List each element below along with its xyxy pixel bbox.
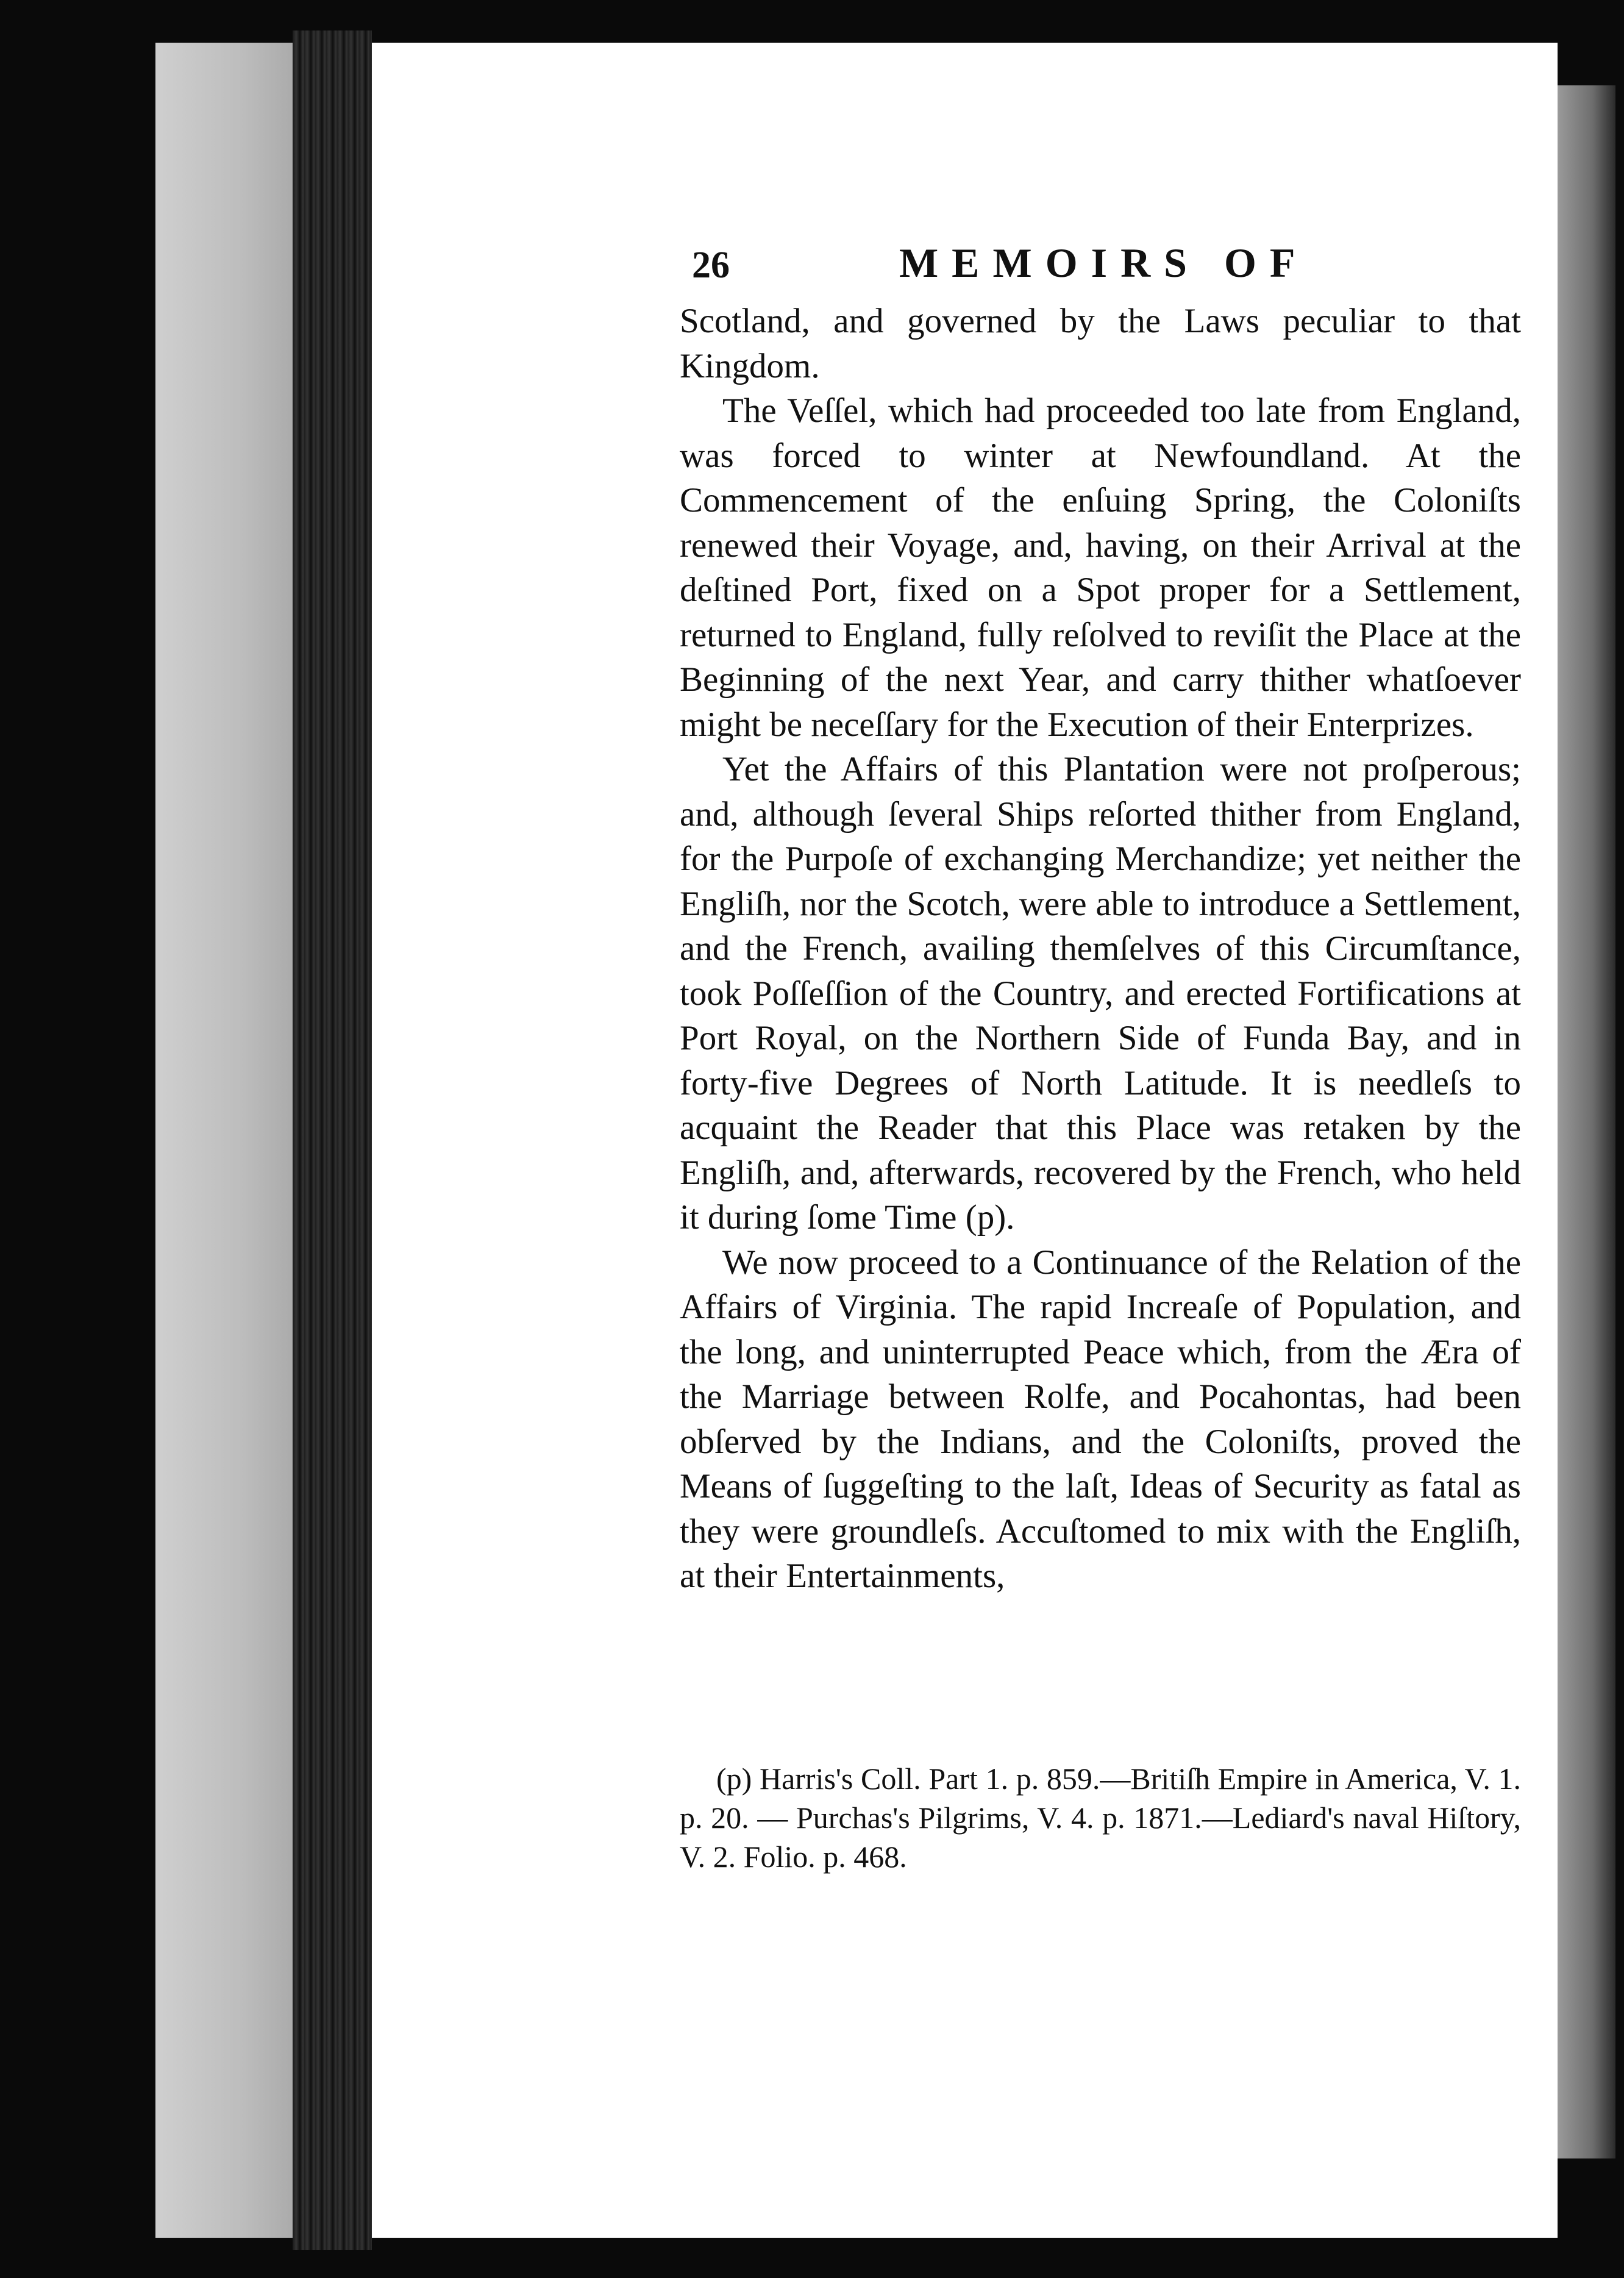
book-spine — [293, 30, 372, 2250]
running-title: MEMOIRS OF — [899, 240, 1309, 286]
running-head — [680, 232, 1521, 299]
page-text-block — [680, 232, 1521, 1599]
paragraph-4: We now proceed to a Continuance of the Relation of the Affairs of Virginia. The rapid Increaſe of Population, and the long, and uninterrupted Peace which, from the Æra of the Marriage between Rolfe, and Pocahontas, had been obſerved by the Indians, and the Coloniſts, proved the Means of ſuggeſting to the laſt, Ideas of Security as fatal as they were groundleſs. Accuſtomed to mix with the Engliſh, at their Entertainments, — [680, 1243, 1521, 1595]
paragraph-2: The Veſſel, which had proceeded too late from England, was forced to winter at Newfoundland. At the Commencement of the enſuing Spring, the Coloniſts renewed their Voyage, and, having, on their Arrival at the deſtined Port, fixed on a Spot proper for a Settlement, returned to England, fully reſolved to reviſit the Place at the Beginning of the next Year, and carry thither whatſoever might be neceſſary for the Execution of their Enterprizes. — [680, 391, 1521, 744]
footnote: (p) Harris's Coll. Part 1. p. 859.—Britiſh Empire in America, V. 1. p. 20. — Purchas's Pilgrims, V. 4. p. 1871.—Lediard's naval Hiſtory, V. 2. Folio. p. 468. — [680, 1762, 1521, 1874]
page-edge-shadow — [1558, 85, 1615, 2158]
facing-page-edge — [155, 43, 299, 2238]
page-number: 26 — [692, 245, 730, 286]
paragraph-3: Yet the Affairs of this Plantation were not proſperous; and, although ſeveral Ships reſorted thither from England, for the Purpoſe of exchanging Merchandize; yet neither the Engliſh, nor the Scotch, were able to introduce a Settlement, and the French, availing themſelves of this Circumſtance, took Poſſeſſion of the Country, and erected Fortifications at Port Royal, on the Northern Side of Funda Bay, and in forty-five Degrees of North Latitude. It is needleſs to acquaint the Reader that this Place was retaken by the Engliſh, and, afterwards, recovered by the French, who held it during ſome Time (p). — [680, 750, 1521, 1237]
paragraph-1: Scotland, and governed by the Laws peculiar to that Kingdom. — [680, 302, 1521, 385]
